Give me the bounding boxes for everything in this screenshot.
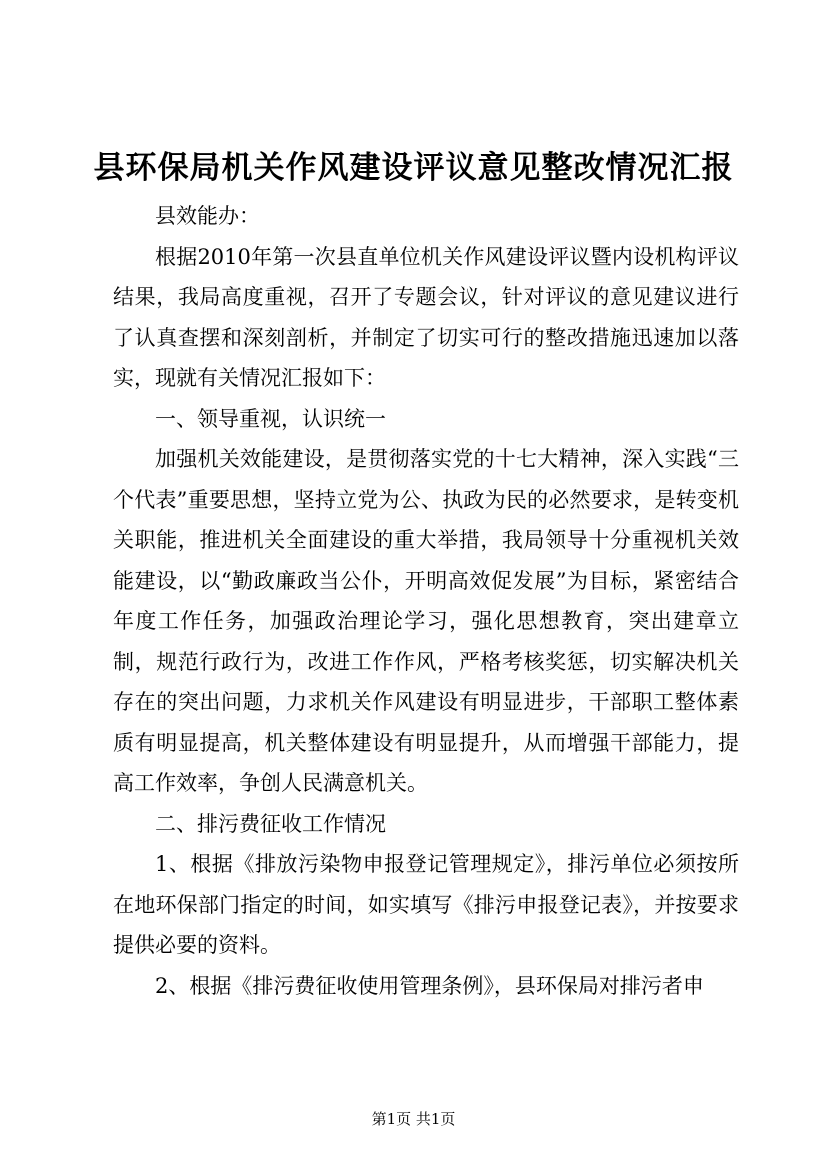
paragraph-item-2: 2、根据《排污费征收使用管理条例》，县环保局对排污者申	[155, 973, 704, 998]
section-heading-1: 一、领导重视，认识统一	[155, 406, 386, 431]
page-number-footer: 第1页 共1页	[371, 1110, 456, 1128]
document-body	[113, 196, 739, 1006]
paragraph-addressee: 县效能办：	[155, 204, 260, 228]
document-title: 县环保局机关作风建设评议意见整改情况汇报	[93, 150, 734, 186]
section-heading-2: 二、排污费征收工作情况	[155, 811, 386, 836]
paragraph-item-1: 1、根据《排放污染物申报登记管理规定》，排污单位必须按所在地环保部门指定的时间，如实填写《排污申报登记表》，并按要求提供必要的资料。	[113, 852, 739, 957]
paragraph-section-1: 加强机关效能建设，是贯彻落实党的十七大精神，深入实践“三个代表”重要思想，坚持立党为公、执政为民的必然要求，是转变机关职能，推进机关全面建设的重大举措，我局领导十分重视机关效能建设，以“勤政廉政当公仆，开明高效促发展”为目标，紧密结合年度工作任务，加强政治理论学习，强化思想教育，突出建章立制，规范行政行为，改进工作作风，严格考核奖惩，切实解决机关存在的突出问题，力求机关作风建设有明显进步，干部职工整体素质有明显提高，机关整体建设有明显提升，从而增强干部能力，提高工作效率，争创人民满意机关。	[113, 447, 739, 795]
paragraph-intro: 根据2010年第一次县直单位机关作风建设评议暨内设机构评议结果，我局高度重视，召开了专题会议，针对评议的意见建议进行了认真查摆和深刻剖析，并制定了切实可行的整改措施迅速加以落实，现就有关情况汇报如下：	[113, 244, 739, 390]
